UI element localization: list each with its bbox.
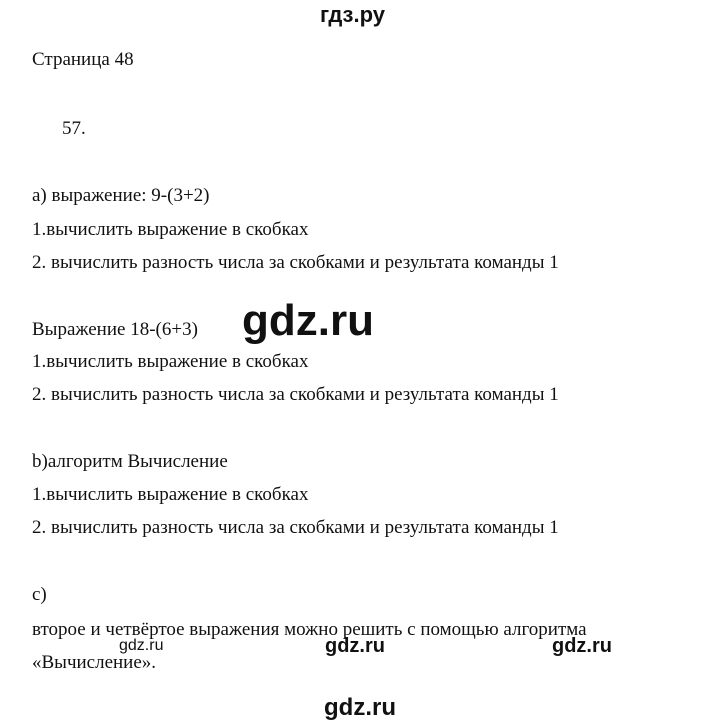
part-a-second-step-1: 1.вычислить выражение в скобках [32,351,309,372]
part-c-label: c) [32,584,47,605]
watermark-small-left: gdz.ru [119,637,164,654]
watermark-bottom: gdz.ru [324,694,396,721]
part-a-second-step-2: 2. вычислить разность числа за скобками и результата команды 1 [32,384,559,405]
watermark-center: gdz.ru [242,296,374,345]
part-a-second-expression: Выражение 18-(6+3) [32,319,198,340]
exercise-number: 57. [62,118,86,139]
watermark-small-middle: gdz.ru [325,635,385,657]
part-a-step-1: 1.вычислить выражение в скобках [32,219,309,240]
part-b-step-2: 2. вычислить разность числа за скобками и результата команды 1 [32,517,559,538]
part-c-answer-line-2: «Вычисление». [32,652,157,673]
watermark-top: гдз.ру [320,2,385,27]
part-b-title: b)алгоритм Вычисление [32,451,228,472]
part-b-step-1: 1.вычислить выражение в скобках [32,484,309,505]
part-a-expression: a) выражение: 9-(3+2) [32,185,210,206]
part-a-step-2: 2. вычислить разность числа за скобками и результата команды 1 [32,252,559,273]
page-label: Страница 48 [32,49,134,70]
watermark-small-right: gdz.ru [552,635,612,657]
part-c-answer-line-1: второе и четвёртое выражения можно решить с помощью алгоритма [32,619,587,640]
